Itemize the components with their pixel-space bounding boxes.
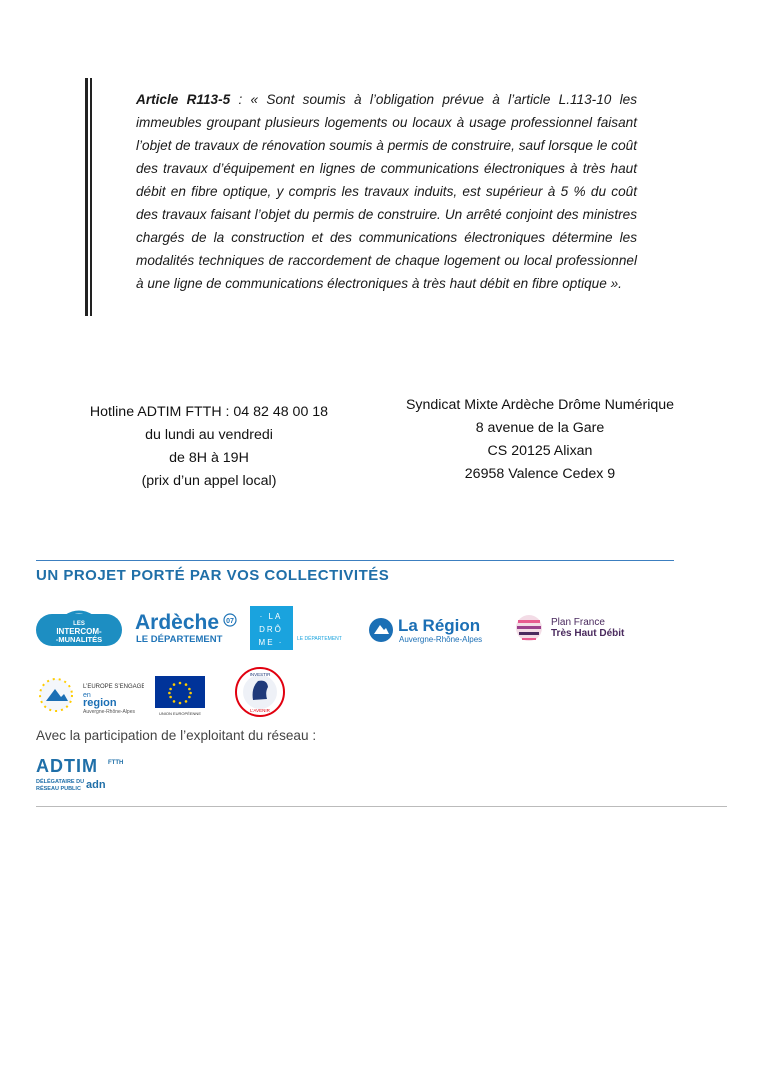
hotline-block: [80, 401, 338, 493]
eu-flag-logo: [155, 676, 205, 721]
region-name: La Région: [398, 616, 481, 635]
adtim-logo: [36, 756, 136, 801]
hotline-price: (prix d’un appel local): [141, 473, 277, 489]
address-block: [395, 394, 685, 486]
ardeche-logo: [135, 610, 240, 651]
drome-line1: · LA: [259, 612, 283, 621]
intercommunalites-logo: [36, 608, 122, 657]
hotline-days: du lundi au vendredi: [145, 427, 273, 443]
investir-line2: L’AVENIR: [250, 708, 270, 713]
section-title: UN PROJET PORTÉ PAR VOS COLLECTIVITÉS: [36, 567, 390, 584]
plan-line1: Plan France: [551, 617, 605, 628]
address-city: 26958 Valence Cedex 9: [464, 466, 616, 482]
adtim-sub2: RÉSEAU PUBLIC: [36, 786, 81, 792]
drome-line2: DRÔ: [259, 625, 283, 634]
ardeche-number: 07: [226, 618, 234, 625]
section-divider: [36, 560, 674, 561]
adtim-ftth: FTTH: [108, 760, 124, 766]
participation-text: Avec la participation de l’exploitant du réseau :: [36, 728, 317, 743]
ardeche-name: Ardèche: [135, 611, 220, 634]
quote-bars: [85, 78, 93, 316]
investir-avenir-logo: [234, 666, 286, 723]
investir-line1: INVESTIR: [249, 672, 271, 677]
hotline-phone: Hotline ADTIM FTTH : 04 82 48 00 18: [89, 404, 329, 420]
article-quote: [136, 88, 637, 295]
hotline-hours: de 8H à 19H: [169, 450, 249, 466]
bottom-divider: [36, 806, 727, 807]
address-cs: CS 20125 Alixan: [487, 443, 593, 459]
article-reference: Article R113-5: [136, 92, 231, 107]
plan-line2: Très Haut Débit: [551, 628, 625, 639]
region-logo: [368, 613, 490, 652]
ardeche-sub: LE DÉPARTEMENT: [136, 634, 223, 645]
drome-sub: LE DÉPARTEMENT: [297, 636, 342, 642]
adtim-name: ADTIM: [36, 756, 98, 776]
adtim-sub1: DÉLÉGATAIRE DU: [36, 779, 85, 785]
region-sub: Auvergne-Rhône-Alpes: [399, 635, 483, 644]
drome-line3: ME ·: [258, 638, 284, 647]
adtim-adn: adn: [86, 779, 106, 791]
europe-line1: L’EUROPE S’ENGAGE: [83, 684, 144, 690]
intercom-line2: INTERCOM-: [56, 627, 102, 636]
europe-region-logo: [36, 675, 144, 720]
intercom-line1: LES: [73, 621, 85, 627]
plan-thd-logo: [515, 612, 633, 651]
intercom-line3: -MUNALITÉS: [55, 635, 103, 644]
europe-line2: en: [83, 692, 91, 699]
europe-line4: Auvergne-Rhône-Alpes: [83, 709, 135, 715]
address-org: Syndicat Mixte Ardèche Drôme Numérique: [405, 397, 675, 413]
drome-logo: [250, 606, 346, 655]
article-text: : « Sont soumis à l’obligation prévue à l’article L.113-10 les immeubles groupant plusieurs logements ou locaux à usage professionnel faisant l’objet de travaux de rénovation soumis à permis de construire, sauf lorsque le coût des travaux d’équipement en lignes de communications électroniques à très haut débit en fibre optique, y compris les travaux induits, est supérieur à 5 % du coût des travaux faisant l’objet du permis de construire. Un arrêté conjoint des ministres chargés de la construction et des communications électroniques détermine les modalités techniques de raccordement de chaque logement ou local professionnel à une ligne de communications électroniques à très haut débit en fibre optique ».: [136, 92, 637, 291]
europe-line3: region: [83, 697, 117, 709]
eu-caption: UNION EUROPÉENNE: [158, 711, 202, 716]
address-street: 8 avenue de la Gare: [475, 420, 605, 436]
